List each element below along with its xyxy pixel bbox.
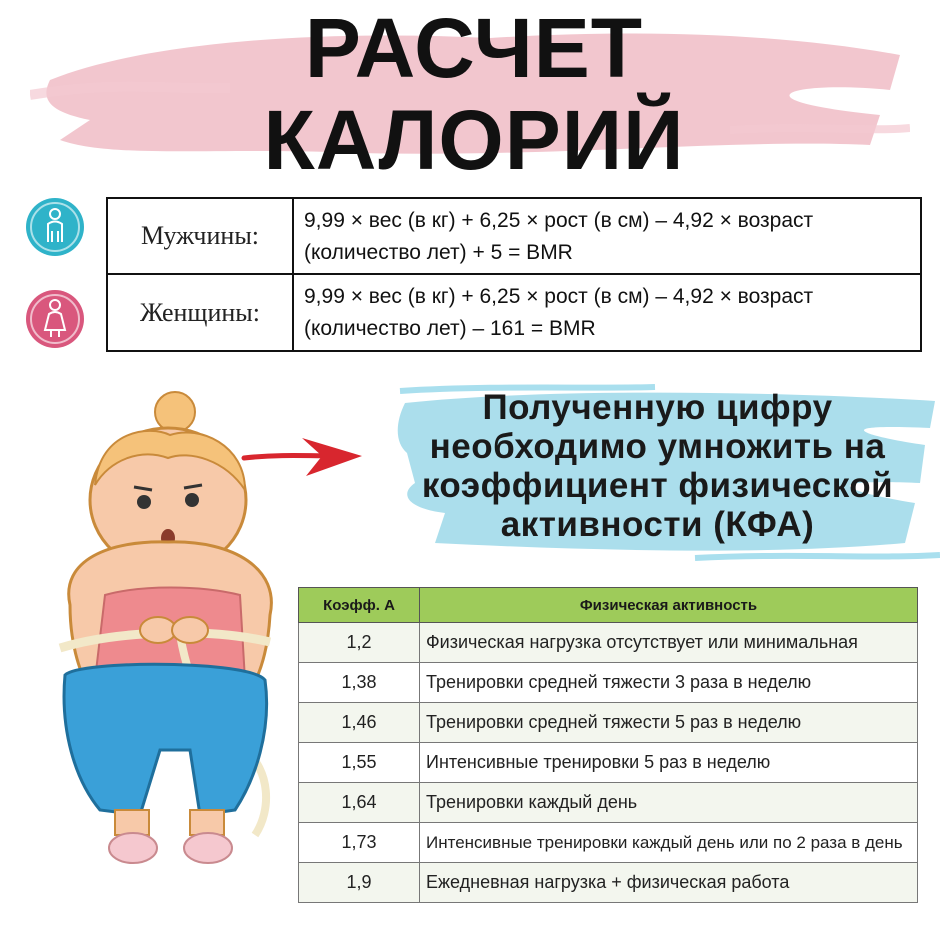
table-row <box>299 663 918 703</box>
table-row <box>299 623 918 663</box>
coef-cell: 1,38 <box>299 663 420 703</box>
coef-cell: 1,46 <box>299 703 420 743</box>
bmr-formula-male <box>304 205 912 269</box>
bmr-row-female <box>108 275 920 351</box>
coef-cell: 1,64 <box>299 783 420 823</box>
table-header-row <box>299 588 918 623</box>
activity-cell: Ежедневная нагрузка + физическая работа <box>420 863 918 903</box>
kfa-line3: коэффициент физической <box>421 466 894 505</box>
bmr-formula-male-line2: (количество лет) + 5 = BMR <box>304 241 573 264</box>
bmr-formula-female-line1: 9,99 × вес (в кг) + 6,25 × рост (в см) – 4,92 × возраст <box>304 285 814 308</box>
activity-cell: Тренировки средней тяжести 5 раз в неделю <box>420 703 918 743</box>
activity-coefficient-table <box>298 587 918 903</box>
table-row <box>299 863 918 903</box>
table-row <box>299 743 918 783</box>
page-title-line2: КАЛОРИЙ <box>263 93 685 187</box>
kfa-line1: Полученную цифру <box>482 388 833 427</box>
kfa-line4: активности (КФА) <box>500 505 815 544</box>
male-icon <box>26 198 84 256</box>
activity-cell: Интенсивные тренировки каждый день или по 2 раза в день <box>420 823 918 863</box>
coef-cell: 1,2 <box>299 623 420 663</box>
table-row <box>299 823 918 863</box>
bmr-formula-female <box>304 281 912 345</box>
activity-cell: Тренировки средней тяжести 3 раза в неделю <box>420 663 918 703</box>
coef-cell: 1,73 <box>299 823 420 863</box>
bmr-formula-table <box>106 197 922 352</box>
activity-cell: Интенсивные тренировки 5 раз в неделю <box>420 743 918 783</box>
bmr-label-male: Мужчины: <box>108 199 294 273</box>
bmr-row-male <box>108 199 920 275</box>
bmr-formula-female-line2: (количество лет) – 161 = BMR <box>304 317 596 340</box>
kfa-line2: необходимо умножить на <box>429 427 886 466</box>
bmr-label-female: Женщины: <box>108 275 294 351</box>
cartoon-woman-illustration <box>40 390 290 880</box>
activity-cell: Тренировки каждый день <box>420 783 918 823</box>
kfa-instruction <box>385 388 930 544</box>
header-coef: Коэфф. А <box>299 588 420 623</box>
table-row <box>299 703 918 743</box>
coef-cell: 1,55 <box>299 743 420 783</box>
header-activity: Физическая активность <box>420 588 918 623</box>
activity-cell: Физическая нагрузка отсутствует или минимальная <box>420 623 918 663</box>
table-row <box>299 783 918 823</box>
female-icon <box>26 290 84 348</box>
coef-cell: 1,9 <box>299 863 420 903</box>
bmr-formula-male-line1: 9,99 × вес (в кг) + 6,25 × рост (в см) – 4,92 × возраст <box>304 209 814 232</box>
page-title-line1: РАСЧЕТ <box>304 1 644 95</box>
